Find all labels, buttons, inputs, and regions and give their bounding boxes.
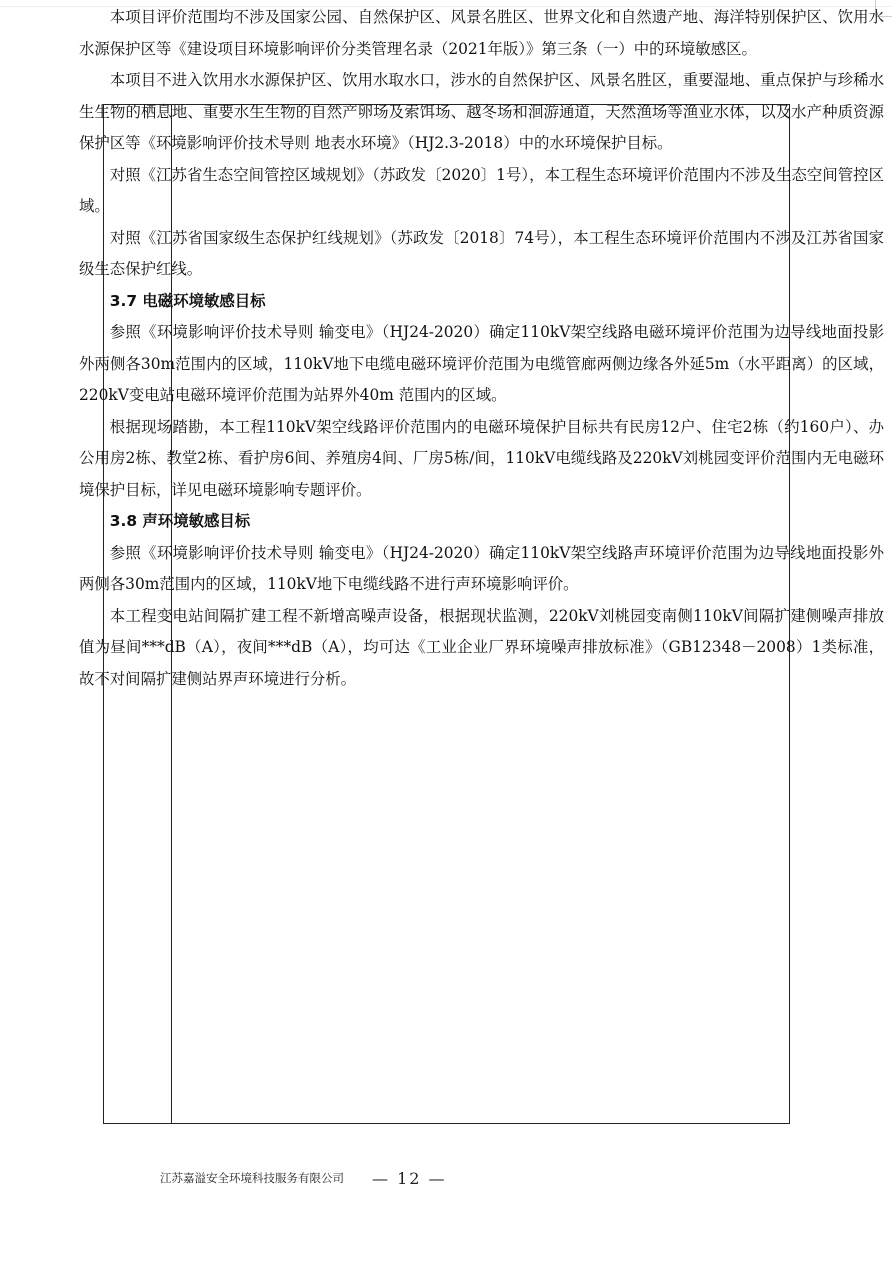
paragraph-sensitive-areas: 本项目评价范围均不涉及国家公园、自然保护区、风景名胜区、世界文化和自然遗产地、海洋特别保护区、饮用水水源保护区等《建设项目环境影响评价分类管理名录（2021年版）》第三条（一）中的环境敏感区。 [79, 8, 884, 58]
paragraph-water-targets: 本项目不进入饮用水水源保护区、饮用水取水口，涉水的自然保护区、风景名胜区，重要湿地、重点保护与珍稀水生生物的栖息地、重要水生生物的自然产卵场及索饵场、越冬场和洄游通道，天然渔场等渔业水体，以及水产种质资源保护区等《环境影响评价技术导则 地表水环境》（HJ2.3-2018）中的水环境保护目标。 [79, 71, 884, 152]
page-footer [160, 1166, 680, 1190]
company-name: 江苏嘉溢安全环境科技服务有限公司 [160, 1171, 344, 1185]
heading-3-8: 3.8 声环境敏感目标 [109, 512, 251, 530]
document-body [79, 2, 884, 695]
page-number: — 12 — [372, 1168, 447, 1188]
paragraph-noise-analysis: 本工程变电站间隔扩建工程不新增高噪声设备，根据现状监测，220kV刘桃园变南侧110kV间隔扩建侧噪声排放值为昼间***dB（A），夜间***dB（A），均可达《工业企业厂界环境噪声排放标准》（GB12348－2008）1类标准，故不对间隔扩建侧站界声环境进行分析。 [79, 606, 884, 688]
paragraph-noise-scope: 参照《环境影响评价技术导则 输变电》（HJ24-2020）确定110kV架空线路声环境评价范围为边导线地面投影外两侧各30m范围内的区域，110kV地下电缆线路不进行声环境影响评价。 [79, 543, 884, 593]
heading-3-7: 3.7 电磁环境敏感目标 [109, 291, 266, 310]
paragraph-em-scope: 参照《环境影响评价技术导则 输变电》（HJ24-2020）确定110kV架空线路电磁环境评价范围为边导线地面投影外两侧各30m范围内的区域，110kV地下电缆电磁环境评价范围为电缆管廊两侧边缘各外延5m（水平距离）的区域，220kV变电站电磁环境评价范围为站界外40m 范围内的区域。 [79, 323, 884, 404]
paragraph-em-targets: 根据现场踏勘，本工程110kV架空线路评价范围内的电磁环境保护目标共有民房12户、住宅2栋（约160户）、办公用房2栋、教堂2栋、看护房6间、养殖房4间、厂房5栋/间，110kV电缆线路及220kV刘桃园变评价范围内无电磁环境保护目标，详见电磁环境影响专题评价。 [79, 417, 884, 499]
paragraph-red-line: 对照《江苏省国家级生态保护红线规划》（苏政发〔2018〕74号），本工程生态环境评价范围内不涉及江苏省国家级生态保护红线。 [79, 228, 884, 278]
paragraph-ecological-space: 对照《江苏省生态空间管控区域规划》（苏政发〔2020〕1号），本工程生态环境评价范围内不涉及生态空间管控区域。 [79, 165, 884, 215]
